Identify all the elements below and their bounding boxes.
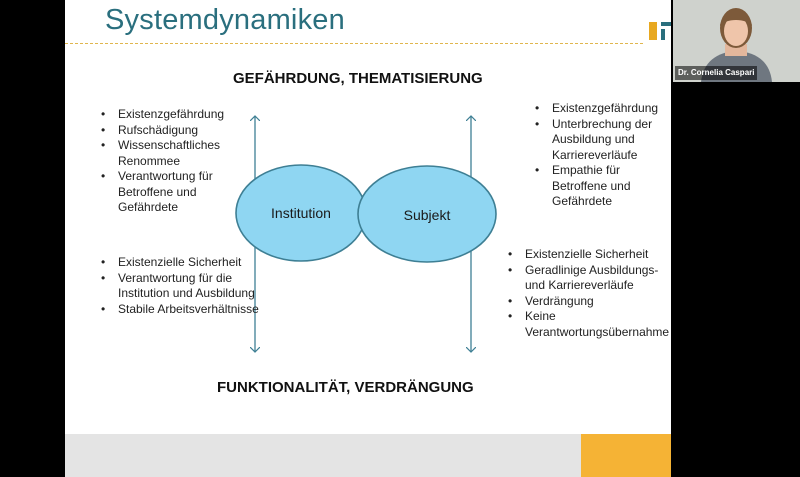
list-item: • Verantwortung für die Institution und Ausbildung	[101, 271, 276, 302]
list-item: • Existenzielle Sicherheit	[101, 255, 276, 271]
participant-name: Dr. Cornelia Caspari	[675, 66, 757, 80]
institution-function-list	[101, 255, 276, 317]
heading-function: FUNKTIONALITÄT, VERDRÄNGUNG	[217, 379, 474, 396]
list-item: • Empathie für Betroffene und Gefährdete	[535, 163, 671, 210]
list-item: • Verantwortung für Betroffene und Gefährdete	[101, 169, 251, 216]
list-item: • Keine Verantwortungsübernahme	[508, 309, 671, 340]
list-item: • Wissenschaftliches Renommee	[101, 138, 251, 169]
slide-title: Systemdynamiken	[105, 4, 345, 36]
list-item: • Verdrängung	[508, 294, 671, 310]
list-item: • Existenzgefährdung	[535, 101, 671, 117]
institution-threat-list	[101, 107, 251, 216]
list-item: • Stabile Arbeitsverhältnisse	[101, 302, 276, 318]
list-item: • Existenzielle Sicherheit	[508, 247, 671, 263]
subject-label: Subjekt	[403, 207, 451, 223]
subject-function-list	[508, 247, 671, 340]
list-item: • Unterbrechung der Ausbildung und Karriereverläufe	[535, 117, 671, 164]
institution-label: Institution	[271, 205, 331, 221]
list-item: • Geradlinige Ausbildungs- und Karriereverläufe	[508, 263, 671, 294]
presentation-slide	[65, 0, 671, 477]
list-item: • Existenzgefährdung	[101, 107, 251, 123]
footer-accent	[581, 434, 671, 477]
participant-video-tile[interactable]	[673, 0, 800, 82]
subject-threat-list	[535, 101, 671, 210]
heading-threat: GEFÄHRDUNG, THEMATISIERUNG	[233, 70, 483, 87]
list-item: • Rufschädigung	[101, 123, 251, 139]
system-dynamics-diagram	[65, 0, 671, 434]
